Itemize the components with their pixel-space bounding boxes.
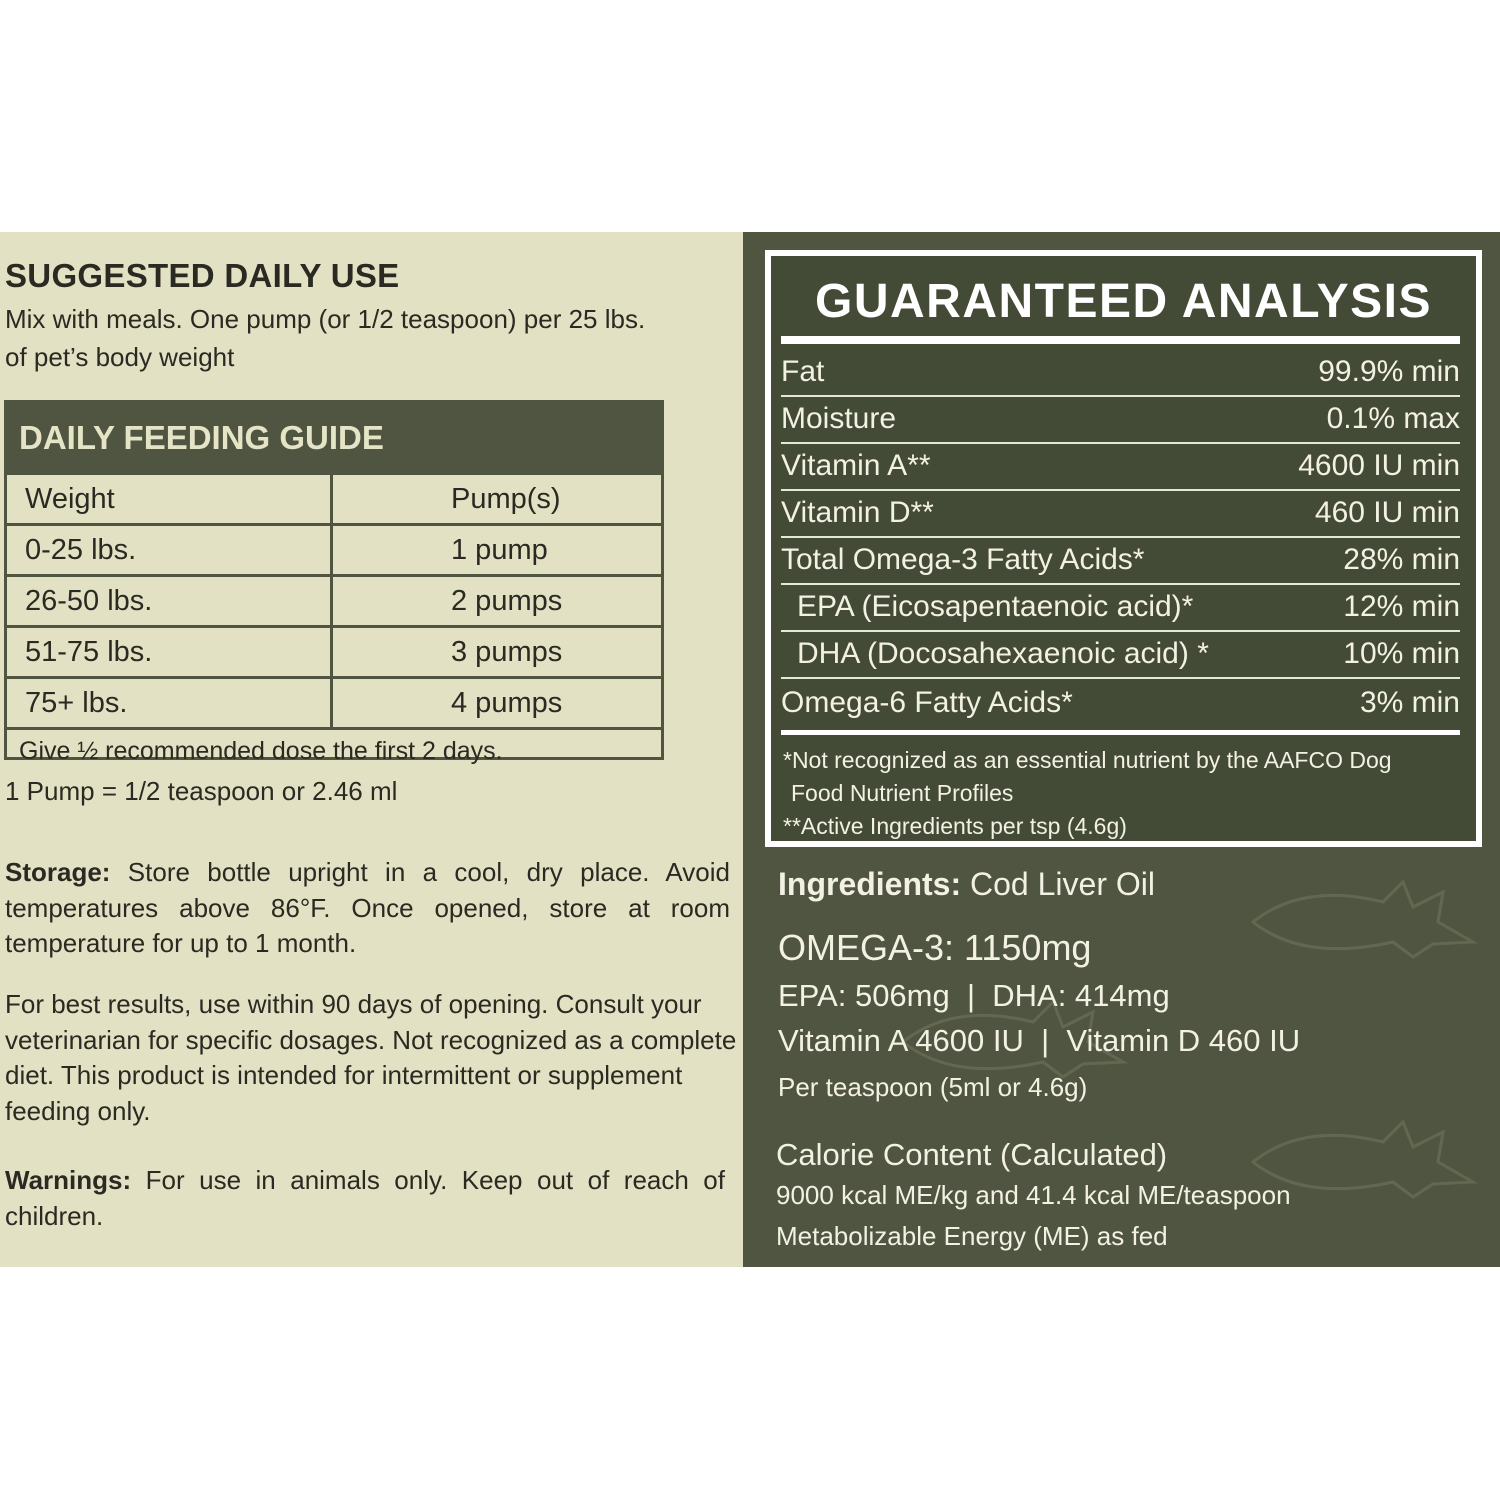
table-row bbox=[7, 628, 661, 679]
analysis-row bbox=[781, 442, 1460, 491]
weight-cell: 75+ lbs. bbox=[7, 679, 333, 727]
weight-cell: 0-25 lbs. bbox=[7, 526, 333, 574]
warnings-text bbox=[5, 1163, 725, 1234]
calorie-title: Calorie Content (Calculated) bbox=[776, 1137, 1168, 1172]
table-row bbox=[7, 679, 661, 730]
intro-line: Mix with meals. One pump (or 1/2 teaspoon) per 25 lbs. bbox=[5, 304, 646, 334]
pumps-cell: 4 pumps bbox=[451, 687, 563, 719]
calorie-line: Metabolizable Energy (ME) as fed bbox=[776, 1221, 1168, 1251]
header-pumps: Pump(s) bbox=[451, 483, 561, 515]
omega3-amount: OMEGA-3: 1150mg bbox=[778, 927, 1092, 968]
intro-line: of pet’s body weight bbox=[5, 342, 235, 372]
feeding-guide-table bbox=[4, 400, 664, 765]
footnote: **Active Ingredients per tsp (4.6g) bbox=[783, 813, 1127, 839]
nutrient-name: Fat bbox=[781, 354, 825, 388]
analysis-row bbox=[781, 630, 1460, 679]
table-row bbox=[7, 526, 661, 577]
nutrient-name: Total Omega-3 Fatty Acids* bbox=[781, 542, 1145, 576]
nutrient-name: EPA (Eicosapentaenoic acid)* bbox=[797, 589, 1194, 623]
nutrient-value: 4600 IU min bbox=[1298, 448, 1460, 482]
nutrient-name: DHA (Docosahexaenoic acid) * bbox=[797, 636, 1209, 670]
suggested-use-panel bbox=[0, 232, 743, 1267]
vitamin-amounts: Vitamin A 4600 IU | Vitamin D 460 IU bbox=[778, 1023, 1301, 1058]
nutrient-value: 28% min bbox=[1343, 542, 1460, 576]
warnings-body: For use in animals only. Keep out of reach of children. bbox=[5, 1165, 725, 1231]
pumps-cell: 1 pump bbox=[451, 534, 548, 566]
nutrient-value: 3% min bbox=[1359, 685, 1460, 719]
analysis-title: GUARANTEED ANALYSIS bbox=[814, 275, 1432, 328]
nutrient-name: Vitamin A** bbox=[781, 448, 931, 482]
per-teaspoon: Per teaspoon (5ml or 4.6g) bbox=[778, 1072, 1088, 1102]
guaranteed-analysis-box bbox=[765, 250, 1482, 847]
warnings-label: Warnings: bbox=[5, 1165, 132, 1195]
calorie-line: 9000 kcal ME/kg and 41.4 kcal ME/teaspoon bbox=[776, 1180, 1291, 1210]
storage-text bbox=[5, 855, 730, 962]
pumps-cell: 2 pumps bbox=[451, 585, 563, 617]
ingredients-label: Ingredients: bbox=[778, 866, 962, 902]
table-row bbox=[7, 577, 661, 628]
analysis-row bbox=[781, 348, 1460, 397]
analysis-row bbox=[781, 489, 1460, 538]
ingredients bbox=[778, 866, 1155, 903]
footnote: *Not recognized as an essential nutrient by the AAFCO Dog bbox=[783, 747, 1392, 773]
analysis-row bbox=[781, 395, 1460, 444]
weight-cell: 51-75 lbs. bbox=[7, 628, 333, 676]
header-weight: Weight bbox=[7, 475, 333, 523]
nutrient-name: Moisture bbox=[781, 401, 897, 435]
weight-cell: 26-50 lbs. bbox=[7, 577, 333, 625]
analysis-row bbox=[781, 536, 1460, 585]
table-header-row bbox=[7, 475, 661, 526]
storage-body: Store bottle upright in a cool, dry place. Avoid temperatures above 86°F. Once opened, store at room temperature for up to 1 month. bbox=[5, 857, 730, 958]
best-results-text: For best results, use within 90 days of opening. Consult your veterinarian for specific dosages. Not recognized as a complete diet. This product is intended for intermittent or supplement feeding only. bbox=[5, 989, 737, 1126]
nutrient-value: 12% min bbox=[1343, 589, 1460, 623]
footnote: Food Nutrient Profiles bbox=[791, 780, 1014, 806]
feeding-guide-title: DAILY FEEDING GUIDE bbox=[7, 403, 661, 475]
nutrient-name: Vitamin D** bbox=[781, 495, 934, 529]
suggested-use-heading: SUGGESTED DAILY USE bbox=[5, 257, 400, 294]
nutrient-value: 460 IU min bbox=[1314, 495, 1460, 529]
pumps-cell: 3 pumps bbox=[451, 636, 563, 668]
nutrient-value: 0.1% max bbox=[1326, 401, 1460, 435]
nutrient-value: 10% min bbox=[1343, 636, 1460, 670]
guide-note: Give ½ recommended dose the first 2 days. bbox=[19, 737, 503, 765]
divider bbox=[781, 336, 1460, 344]
epa-dha-amounts: EPA: 506mg | DHA: 414mg bbox=[778, 978, 1170, 1013]
ingredients-value: Cod Liver Oil bbox=[961, 866, 1155, 902]
pump-equivalent: 1 Pump = 1/2 teaspoon or 2.46 ml bbox=[5, 776, 398, 806]
analysis-row bbox=[781, 583, 1460, 632]
nutrient-name: Omega-6 Fatty Acids* bbox=[781, 685, 1073, 719]
analysis-footnotes bbox=[783, 744, 1392, 843]
analysis-row bbox=[781, 679, 1460, 726]
intro-text bbox=[5, 300, 645, 376]
divider bbox=[781, 730, 1460, 735]
nutrient-value: 99.9% min bbox=[1318, 354, 1460, 388]
fish-icon bbox=[1243, 872, 1483, 962]
storage-label: Storage: bbox=[5, 857, 111, 887]
analysis-panel bbox=[743, 232, 1500, 1267]
